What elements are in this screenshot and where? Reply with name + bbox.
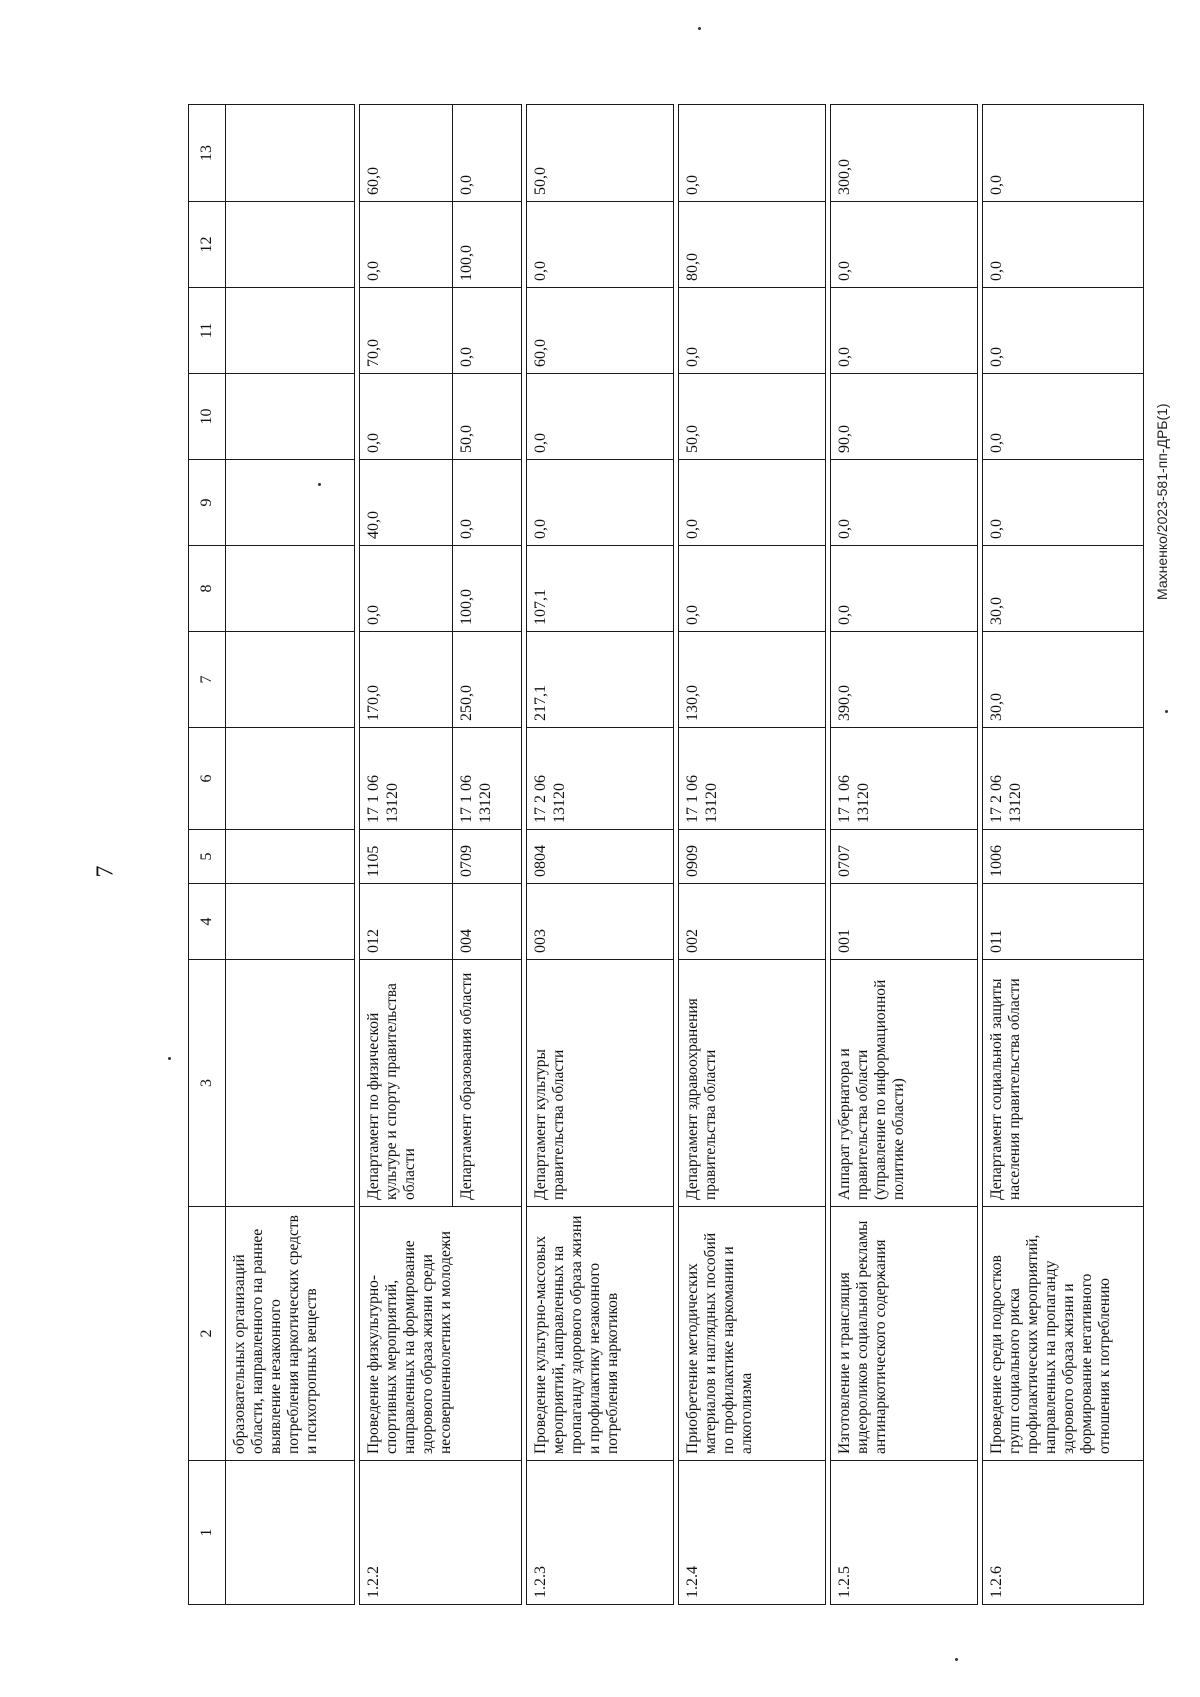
scan-speck (698, 27, 701, 30)
year-amount: 0,0 (831, 288, 978, 374)
responsible-executor: Департамент социальной защиты населения правительства области (983, 960, 1144, 1207)
table-row (360, 105, 453, 1605)
section-code: 0707 (831, 830, 978, 884)
year-amount: 0,0 (360, 546, 453, 632)
total-amount: 130,0 (679, 632, 826, 728)
year-amount: 50,0 (527, 105, 674, 202)
ministry-code: 011 (983, 884, 1144, 960)
year-amount: 60,0 (527, 288, 674, 374)
scan-speck (168, 1057, 171, 1060)
cell (226, 884, 355, 960)
scan-speck (955, 1658, 958, 1661)
row-number: 1.2.4 (679, 1461, 826, 1605)
total-amount: 390,0 (831, 632, 978, 728)
cell (226, 374, 355, 460)
table-row-continuation (226, 105, 355, 1605)
row-number: 1.2.3 (527, 1461, 674, 1605)
row-number: 1.2.6 (983, 1461, 1144, 1605)
target-article-code: 17 2 06 13120 (527, 728, 674, 830)
cell (226, 546, 355, 632)
ministry-code: 012 (360, 884, 453, 960)
year-amount: 0,0 (831, 202, 978, 288)
year-amount: 60,0 (360, 105, 453, 202)
ministry-code: 002 (679, 884, 826, 960)
responsible-executor: Департамент образования области (453, 960, 522, 1207)
activity-description: образовательных организаций области, направленного на раннее выявление незаконного потребления наркотических средств и психотропных веществ (226, 1207, 355, 1461)
year-amount: 0,0 (831, 460, 978, 546)
year-amount: 0,0 (527, 202, 674, 288)
table-row (831, 105, 978, 1605)
year-amount: 0,0 (983, 288, 1144, 374)
year-amount: 100,0 (453, 202, 522, 288)
cell (226, 288, 355, 374)
year-amount: 0,0 (453, 460, 522, 546)
document-id: Махненко/2023-581-пп-ДРБ(1) (1154, 403, 1170, 600)
activity-description: Проведение культурно-массовых мероприятий, направленных на пропаганду здорового образа жизни и профилактику незаконного потребления наркотиков (527, 1207, 674, 1461)
year-amount: 50,0 (453, 374, 522, 460)
responsible-executor: Департамент культуры правительства области (527, 960, 674, 1207)
year-amount: 80,0 (679, 202, 826, 288)
column-number: 11 (189, 288, 226, 374)
year-amount: 70,0 (360, 288, 453, 374)
ministry-code: 004 (453, 884, 522, 960)
row-number: 1.2.5 (831, 1461, 978, 1605)
year-amount: 30,0 (983, 546, 1144, 632)
table-row (983, 105, 1144, 1605)
total-amount: 217,1 (527, 632, 674, 728)
target-article-code: 17 2 06 13120 (983, 728, 1144, 830)
year-amount: 0,0 (453, 288, 522, 374)
column-number: 2 (189, 1207, 226, 1461)
column-number: 6 (189, 728, 226, 830)
section-code: 1006 (983, 830, 1144, 884)
year-amount: 107,1 (527, 546, 674, 632)
column-number: 1 (189, 1461, 226, 1605)
cell (226, 830, 355, 884)
section-code: 1105 (360, 830, 453, 884)
year-amount: 0,0 (983, 460, 1144, 546)
responsible-executor: Департамент по физической культуре и спорту правительства области (360, 960, 453, 1207)
year-amount: 100,0 (453, 546, 522, 632)
year-amount: 0,0 (527, 374, 674, 460)
total-amount: 250,0 (453, 632, 522, 728)
column-number: 13 (189, 105, 226, 202)
cell (226, 728, 355, 830)
year-amount: 0,0 (679, 546, 826, 632)
total-amount: 170,0 (360, 632, 453, 728)
year-amount: 0,0 (983, 105, 1144, 202)
total-amount: 30,0 (983, 632, 1144, 728)
activity-description: Проведение среди подростков групп социального риска профилактических мероприятий, направленных на пропаганду здорового образа жизни и формирование негативного отношения к потреблению (983, 1207, 1144, 1461)
target-article-code: 17 1 06 13120 (453, 728, 522, 830)
column-number: 10 (189, 374, 226, 460)
column-number: 8 (189, 546, 226, 632)
cell (226, 1461, 355, 1605)
column-number: 3 (189, 960, 226, 1207)
table-row (679, 105, 826, 1605)
target-article-code: 17 1 06 13120 (831, 728, 978, 830)
year-amount: 0,0 (679, 105, 826, 202)
year-amount: 0,0 (527, 460, 674, 546)
activity-description: Проведение физкультурно-спортивных мероприятий, направленных на формирование здорового образа жизни среди несовершеннолетних и молодежи (360, 1207, 522, 1461)
year-amount: 0,0 (453, 105, 522, 202)
year-amount: 90,0 (831, 374, 978, 460)
column-number: 9 (189, 460, 226, 546)
scan-speck (1165, 710, 1168, 713)
year-amount: 300,0 (831, 105, 978, 202)
column-number-row (189, 105, 226, 1605)
year-amount: 0,0 (983, 202, 1144, 288)
budget-table-rotated (188, 105, 1130, 1605)
year-amount: 0,0 (831, 546, 978, 632)
column-number: 4 (189, 884, 226, 960)
cell (226, 632, 355, 728)
year-amount: 0,0 (679, 460, 826, 546)
cell (226, 105, 355, 202)
cell (226, 960, 355, 1207)
column-number: 12 (189, 202, 226, 288)
target-article-code: 17 1 06 13120 (679, 728, 826, 830)
year-amount: 0,0 (360, 202, 453, 288)
year-amount: 0,0 (360, 374, 453, 460)
budget-table (188, 104, 1144, 1605)
responsible-executor: Департамент здравоохранения правительства области (679, 960, 826, 1207)
cell (226, 202, 355, 288)
year-amount: 0,0 (679, 288, 826, 374)
ministry-code: 003 (527, 884, 674, 960)
row-number: 1.2.2 (360, 1461, 522, 1605)
section-code: 0909 (679, 830, 826, 884)
column-number: 5 (189, 830, 226, 884)
activity-description: Изготовление и трансляция видеороликов социальной рекламы антинаркотического содержания (831, 1207, 978, 1461)
year-amount: 40,0 (360, 460, 453, 546)
section-code: 0709 (453, 830, 522, 884)
cell (226, 460, 355, 546)
year-amount: 0,0 (983, 374, 1144, 460)
responsible-executor: Аппарат губернатора и правительства области (управление по информационной политике области) (831, 960, 978, 1207)
target-article-code: 17 1 06 13120 (360, 728, 453, 830)
activity-description: Приобретение методических материалов и наглядных пособий по профилактике наркомании и алкоголизма (679, 1207, 826, 1461)
year-amount: 50,0 (679, 374, 826, 460)
table-row (527, 105, 674, 1605)
column-number: 7 (189, 632, 226, 728)
page-number: 7 (92, 865, 119, 878)
ministry-code: 001 (831, 884, 978, 960)
section-code: 0804 (527, 830, 674, 884)
